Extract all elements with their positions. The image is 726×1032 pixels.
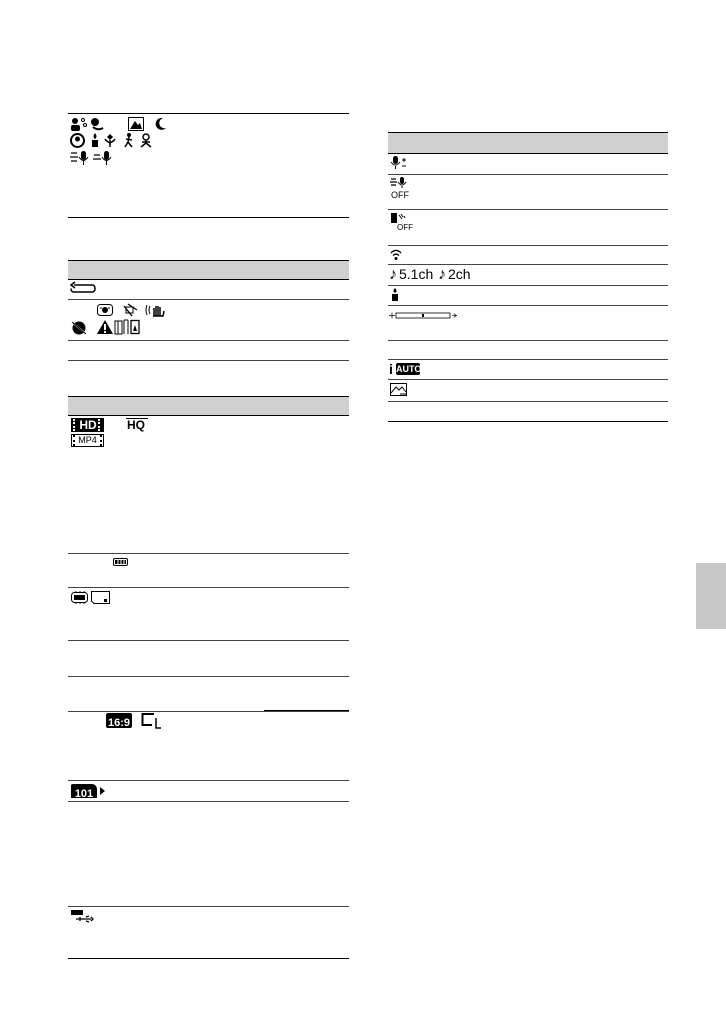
mp4-icon xyxy=(71,434,104,447)
intelligent-auto-icon xyxy=(389,362,421,376)
image-size-icon xyxy=(141,713,163,731)
divider xyxy=(388,285,668,286)
ratio-label: 16:9 xyxy=(107,717,131,729)
table-header xyxy=(388,133,668,153)
table-header xyxy=(68,261,349,279)
divider xyxy=(388,340,668,341)
mp4-label: MP4 xyxy=(78,435,97,445)
svg-text:OFF: OFF xyxy=(391,190,409,200)
divider xyxy=(68,279,349,280)
section-tab xyxy=(696,563,726,629)
divider xyxy=(68,299,349,300)
divider xyxy=(68,780,349,781)
candle-icon xyxy=(91,133,99,148)
exposure-slider-icon xyxy=(389,311,457,320)
table-header xyxy=(68,396,349,415)
memory-card-icon xyxy=(91,591,110,604)
hq-label: HQ xyxy=(127,418,145,432)
hand-tilt-icon xyxy=(122,303,138,317)
svg-text:OFF: OFF xyxy=(397,223,413,232)
folder-label: 101 xyxy=(74,788,94,800)
divider xyxy=(68,260,349,261)
divider xyxy=(388,245,668,246)
wireless-icon xyxy=(390,249,402,261)
folder-icon xyxy=(71,784,97,798)
divider xyxy=(388,132,668,133)
aspect-ratio-icon xyxy=(106,713,132,728)
divider xyxy=(68,396,349,397)
auto-label: AUTO xyxy=(396,364,422,374)
wind-noise-off-icon xyxy=(390,177,412,199)
macro-icon xyxy=(104,133,116,148)
flowers-icon xyxy=(90,117,104,131)
usb-connect-icon xyxy=(70,910,94,924)
divider xyxy=(388,359,668,360)
note-icon: ♪ xyxy=(389,266,397,283)
note-icon: ♪ xyxy=(438,266,446,283)
divider xyxy=(68,906,349,907)
divider xyxy=(68,217,349,218)
divider xyxy=(68,801,349,802)
mic-level-icon xyxy=(390,156,410,170)
card-warning-icon xyxy=(114,319,140,335)
play-arrow-icon xyxy=(100,787,106,795)
steadyshot-icon xyxy=(145,303,167,317)
low-light-icon xyxy=(391,288,399,302)
battery-icon xyxy=(113,558,129,566)
divider xyxy=(68,360,349,361)
ch2-label: 2ch xyxy=(448,266,471,282)
divider xyxy=(68,711,349,712)
divider xyxy=(388,209,668,210)
lens-cover-icon xyxy=(70,320,88,335)
divider xyxy=(68,340,349,341)
shake-off-icon xyxy=(97,304,113,316)
info-i-glyph: i xyxy=(389,361,393,377)
warning-icon xyxy=(97,320,113,334)
divider xyxy=(68,553,349,554)
divider xyxy=(388,153,668,154)
internal-memory-icon xyxy=(70,591,89,604)
divider xyxy=(68,958,349,959)
divider xyxy=(264,710,349,711)
divider xyxy=(68,113,349,114)
scene-image-icon xyxy=(390,383,408,397)
audio-rec-off-icon xyxy=(390,213,413,232)
divider xyxy=(68,415,349,416)
wind-noise-mic-2-icon xyxy=(93,150,113,166)
ch51-label: 5.1ch xyxy=(399,266,434,282)
sports-icon xyxy=(123,133,135,148)
landscape-icon xyxy=(128,117,144,131)
wind-noise-mic-icon xyxy=(70,150,90,166)
divider xyxy=(388,264,668,265)
hd-label: HD xyxy=(79,418,97,432)
repeat-icon xyxy=(70,282,96,295)
baby-icon xyxy=(70,133,85,148)
stereo-2ch-icon xyxy=(438,266,478,283)
divider xyxy=(68,587,349,588)
hq-icon xyxy=(126,418,148,433)
divider xyxy=(388,174,668,175)
portrait-icon xyxy=(70,117,88,131)
night-icon xyxy=(155,117,167,131)
hd-icon xyxy=(71,418,104,432)
divider xyxy=(388,421,668,422)
divider xyxy=(68,640,349,641)
spotlight-icon xyxy=(139,133,153,148)
divider xyxy=(388,379,668,380)
divider xyxy=(68,676,349,677)
divider xyxy=(388,401,668,402)
divider xyxy=(388,305,668,306)
